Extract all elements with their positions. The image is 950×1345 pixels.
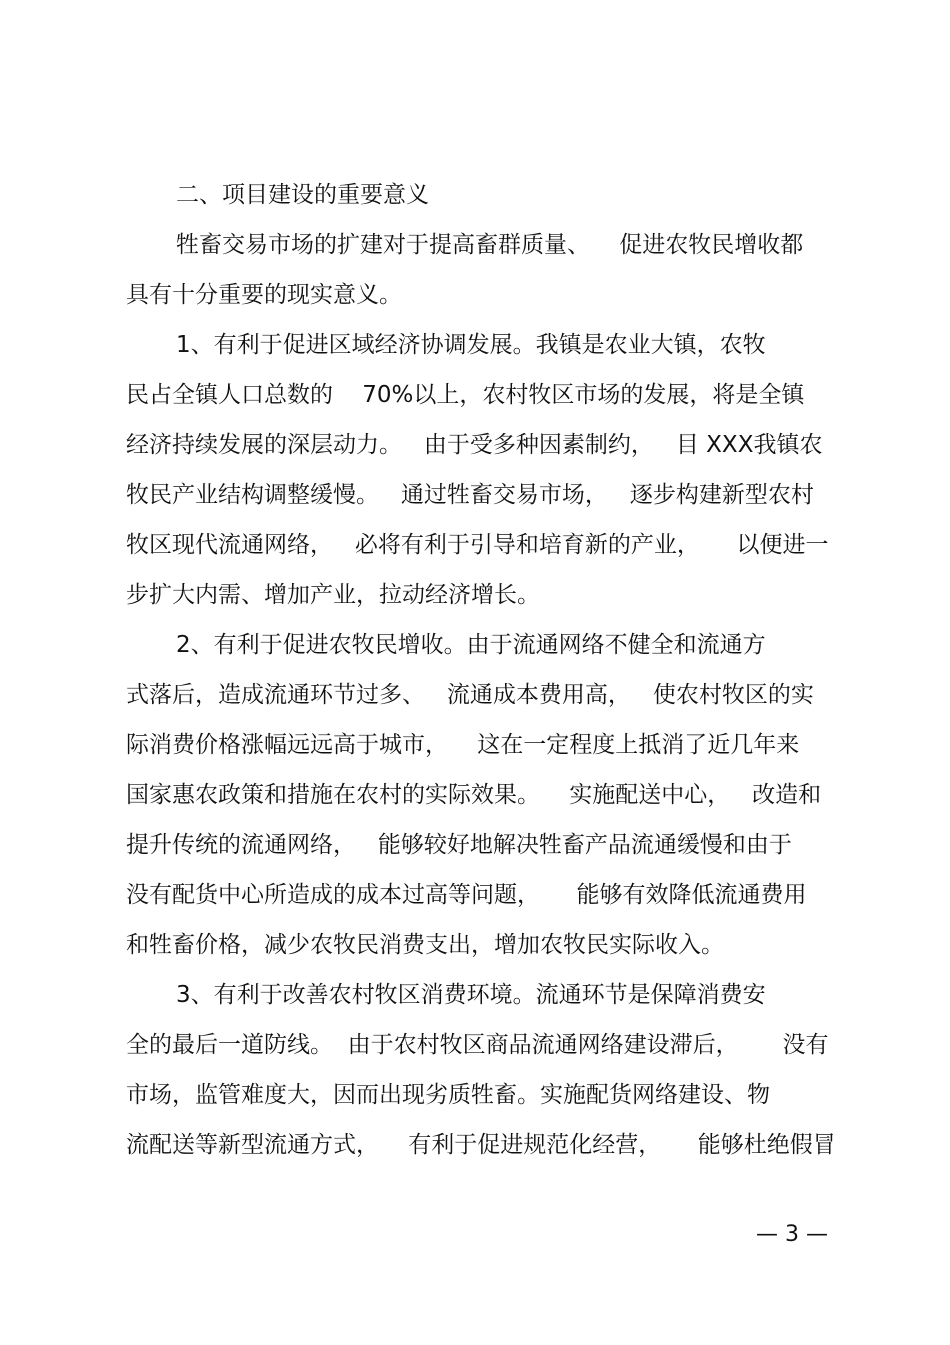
page-number: — 3 — [756,1222,828,1247]
section-heading: 二、项目建设的重要意义 [176,182,429,208]
paragraph-line: 民占全镇人口总数的 70%以上，农村牧区市场的发展，将是全镇 [126,382,805,408]
paragraph-line: 3、有利于改善农村牧区消费环境。流通环节是保障消费安 [176,982,766,1008]
paragraph-line: 和牲畜价格，减少农牧民消费支出，增加农牧民实际收入。 [126,932,724,958]
paragraph-line: 具有十分重要的现实意义。 [126,282,402,308]
paragraph-line: 2、有利于促进农牧民增收。由于流通网络不健全和流通方 [176,632,766,658]
paragraph-line: 市场，监管难度大，因而出现劣质牲畜。实施配货网络建设、物 [126,1082,770,1108]
paragraph-line: 牲畜交易市场的扩建对于提高畜群质量、 促进农牧民增收都 [176,232,804,258]
paragraph-line: 步扩大内需、增加产业，拉动经济增长。 [126,582,540,608]
paragraph-line: 提升传统的流通网络， 能够较好地解决牲畜产品流通缓慢和由于 [126,832,792,858]
paragraph-line: 没有配货中心所造成的成本过高等问题， 能够有效降低流通费用 [126,882,807,908]
paragraph-line: 全的最后一道防线。 由于农村牧区商品流通网络建设滞后， 没有 [126,1032,829,1058]
paragraph-line: 际消费价格涨幅远远高于城市， 这在一定程度上抵消了近几年来 [126,732,800,758]
paragraph-line: 流配送等新型流通方式， 有利于促进规范化经营， 能够杜绝假冒 [126,1132,836,1158]
paragraph-line: 式落后，造成流通环节过多、 流通成本费用高， 使农村牧区的实 [126,682,814,708]
paragraph-line: 国家惠农政策和措施在农村的实际效果。 实施配送中心， 改造和 [126,782,822,808]
paragraph-line: 1、有利于促进区域经济协调发展。我镇是农业大镇，农牧 [176,332,766,358]
paragraph-line: 经济持续发展的深层动力。 由于受多种因素制约， 目 XXX我镇农 [126,432,823,458]
paragraph-line: 牧民产业结构调整缓慢。 通过牲畜交易市场， 逐步构建新型农村 [126,482,814,508]
paragraph-line: 牧区现代流通网络， 必将有利于引导和培育新的产业， 以便进一 [126,532,829,558]
